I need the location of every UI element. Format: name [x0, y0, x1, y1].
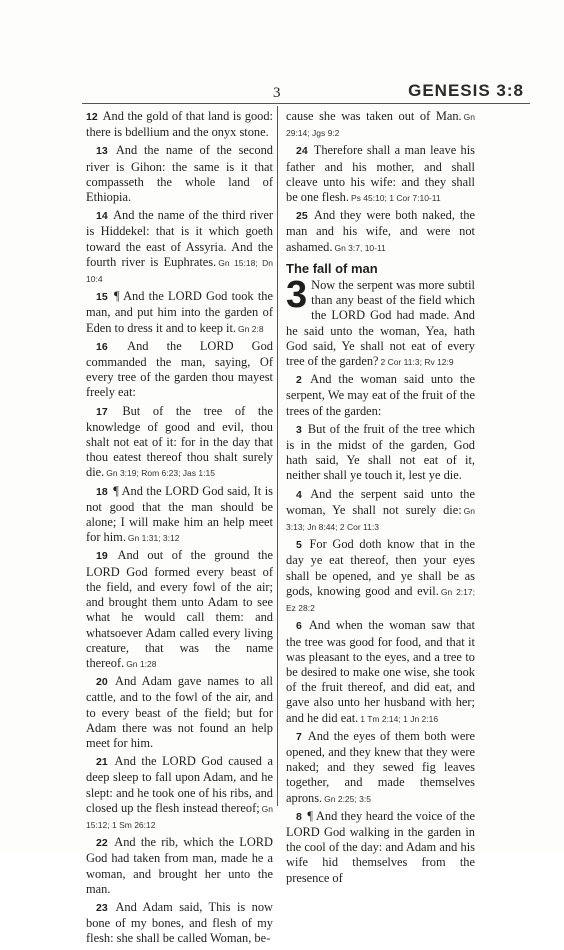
cross-reference: Gn 3:13; Jn 8:44; 2 Cor 11:3	[286, 505, 475, 533]
verse-number: 24	[296, 145, 308, 158]
verse-text: Now the serpent was more subtil than any beast of the field which the LORD God had made. And he said unto the woman, Yea, hath God said, Ye shall not eat of every tree of the garden?	[286, 278, 475, 369]
verse-number: 19	[96, 550, 108, 563]
verse-text: But of the fruit of the tree which is in the midst of the garden, God hath said, Ye shall not eat of it, neither shall ye touch it, lest ye die.	[286, 421, 475, 483]
cross-reference: Gn 1:31; 3:12	[127, 533, 180, 544]
verse-text: ¶ And the LORD God took the man, and put him into the garden of Eden to dress it and to keep it.	[86, 289, 273, 335]
verse	[286, 618, 475, 726]
verse-text: And the gold of that land is good: there is bdellium and the onyx stone.	[86, 109, 273, 140]
cross-reference: Gn 15:12; 1 Sm 26:12	[86, 803, 273, 830]
verse	[286, 372, 475, 420]
verse-text: And the eyes of them both were opened, and they knew that they were naked; and they sewed fig leaves together, and made themselves aprons.	[286, 728, 476, 805]
verse-number: 12	[86, 111, 98, 123]
cross-reference: Gn 1:28	[126, 658, 157, 669]
verse-text: For God doth know that in the day ye eat thereof, then your eyes shall be opened, and ye shall be as gods, knowing good and evil.	[286, 537, 475, 598]
verse-text: But of the tree of the knowledge of good and evil, thou shalt not eat of it: for in the day that thou eatest thereof thou shalt surely die.	[86, 403, 273, 480]
verse-number: 5	[296, 539, 302, 552]
verse	[86, 289, 273, 337]
verse	[86, 674, 273, 752]
verse-number: 4	[296, 488, 302, 501]
verse	[286, 422, 475, 485]
page-number: 3	[273, 85, 281, 101]
verse-number: 25	[296, 210, 308, 223]
verse-text: And the woman said unto the serpent, We may eat of the fruit of the trees of the garden:	[286, 372, 475, 418]
left-column	[86, 109, 273, 950]
verse-text: And the LORD God commanded the man, saying, Of every tree of the garden thou mayest freely eat:	[86, 338, 273, 400]
verse-number: 18	[96, 485, 108, 498]
verse	[286, 537, 475, 616]
running-head: GENESIS 3:8	[408, 81, 524, 100]
verse	[86, 109, 273, 141]
cross-reference: Gn 15:18; Dn 10:4	[86, 257, 274, 285]
cross-reference: Gn 3:7, 10-11	[334, 242, 386, 253]
section-heading: The fall of man	[286, 260, 378, 276]
verse-number: 7	[296, 730, 302, 743]
verse-number: 22	[96, 837, 108, 850]
verse	[86, 404, 273, 482]
verse	[86, 548, 273, 672]
verse-text: And Adam said, This is now bone of my bones, and flesh of my flesh: she shall be called Woman, be-	[86, 899, 273, 946]
verse-text: And they were both naked, the man and his wife, and were not ashamed.	[286, 208, 475, 254]
cross-reference: 2 Cor 11:3; Rv 12:9	[380, 357, 454, 368]
verse-text: And the LORD God caused a deep sleep to fall upon Adam, and he slept: and he took one of his ribs, and closed up the flesh instead thereof;	[86, 754, 273, 815]
verse-number: 3	[296, 423, 302, 436]
verse-number: 14	[96, 210, 108, 223]
verse-text: And out of the ground the LORD God formed every beast of the field, and every fowl of the air; and brought them unto Adam to see what he would call them: and whatsoever Adam called every living creature, that was the name thereof.	[86, 548, 273, 670]
verse-continuation	[286, 109, 475, 141]
verse-text: And the name of the third river is Hiddekel: that is it which goeth toward the east of Assyria. And the fourth river is Euphrates.	[86, 208, 273, 269]
cross-reference: Gn 29:14; Jgs 9:2	[286, 112, 475, 139]
cross-reference: Gn 2:25; 3:5	[324, 793, 371, 804]
verse-number: 23	[96, 901, 108, 914]
right-column	[286, 109, 475, 889]
verse-text: And Adam gave names to all cattle, and to the fowl of the air, and to every beast of the field; but for Adam there was not found an help meet for him.	[86, 674, 273, 750]
verse-number: 16	[96, 340, 108, 353]
verse	[86, 339, 273, 402]
cross-reference: Gn 2:17; Ez 28:2	[286, 586, 475, 614]
verse-number: 13	[96, 145, 108, 158]
chapter-opening-verse	[286, 274, 475, 370]
verse-number: 15	[96, 291, 108, 304]
cross-reference: Ps 45:10; 1 Cor 7:10-11	[350, 193, 441, 204]
verse-number: 21	[96, 756, 108, 769]
verse-text: ¶ And the LORD God said, It is not good that the man should be alone; I will make him an help meet for him.	[86, 483, 273, 545]
verse	[286, 143, 475, 206]
verse	[86, 208, 273, 287]
verse-text: cause she was taken out of Man.	[286, 109, 462, 123]
verse-text: And when the woman saw that the tree was good for food, and that it was pleasant to the eyes, and a tree to be desired to make one wise, she took of the fruit thereof, and did eat, and gave also unto her husband with her; and he did eat.	[286, 618, 475, 725]
verse	[286, 809, 475, 887]
verse	[86, 484, 273, 547]
verse-text: And the name of the second river is Gihon: the same is it that compasseth the whole land of Ethiopia.	[86, 143, 273, 205]
verse-text: ¶ And they heard the voice of the LORD God walking in the garden in the cool of the day: and Adam and his wife hid themselves from the presence of	[286, 808, 475, 885]
verse	[86, 900, 273, 948]
cross-reference: Gn 3:19; Rom 6:23; Jas 1:15	[106, 468, 215, 479]
verse	[86, 143, 273, 206]
verse	[86, 835, 273, 898]
chapter-number: 3	[286, 274, 308, 317]
verse	[286, 487, 475, 536]
verse-text: And the serpent said unto the woman, Ye shall not surely die:	[286, 486, 475, 517]
column-divider	[277, 106, 278, 806]
header-rule	[82, 103, 530, 104]
verse	[286, 208, 475, 256]
verse-text: Therefore shall a man leave his father and his mother, and shall cleave unto his wife: and they shall be one flesh.	[286, 143, 476, 205]
verse-number: 20	[96, 676, 108, 689]
verse-number: 17	[96, 405, 108, 418]
verse-number: 8	[296, 810, 302, 823]
verse	[286, 729, 475, 807]
verse	[86, 754, 273, 833]
verse-text: And the rib, which the LORD God had taken from man, made he a woman, and brought her unto the man.	[86, 835, 273, 896]
cross-reference: Gn 2:8	[238, 323, 264, 334]
cross-reference: 1 Tm 2:14; 1 Jn 2:16	[360, 713, 439, 724]
verse-number: 2	[296, 374, 302, 387]
verse-number: 6	[296, 620, 302, 633]
